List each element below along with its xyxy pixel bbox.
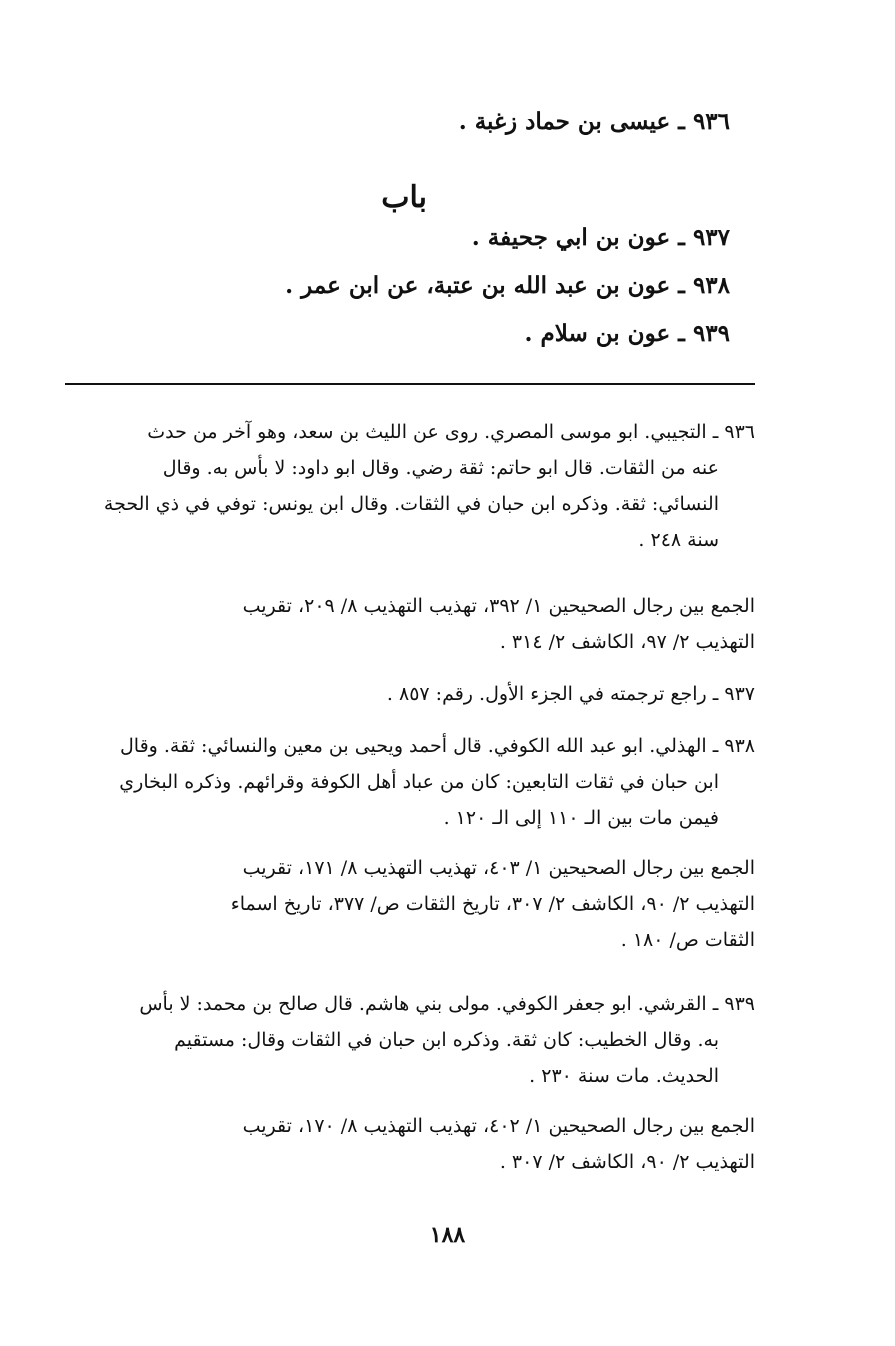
entry-936: ٩٣٦ ـ عيسى بن حماد زغبة . <box>458 108 730 135</box>
footnote-936 <box>65 414 755 558</box>
entry-938: ٩٣٨ ـ عون بن عبد الله بن عتبة، عن ابن عمر . <box>285 272 730 299</box>
footnote-line: الهذلي. ابو عبد الله الكوفي. قال أحمد ويحيى بن معين والنسائي: ثقة. وقال <box>120 735 707 757</box>
footnote-line: التجيبي. ابو موسى المصري. روى عن الليث بن سعد، وهو آخر من حدث <box>147 421 707 443</box>
footnote-line: به. وقال الخطيب: كان ثقة. وذكره ابن حبان في الثقات وقال: مستقيم <box>174 1029 719 1051</box>
reference-line: الثقات ص/ ١٨٠ . <box>620 929 755 951</box>
footnote-line: سنة ٢٤٨ . <box>638 529 719 551</box>
reference-line: التهذيب ٢/ ٩٧، الكاشف ٢/ ٣١٤ . <box>499 631 755 653</box>
entry-939: ٩٣٩ ـ عون بن سلام . <box>524 320 730 347</box>
footnote-number: ٩٣٧ ـ <box>712 683 755 705</box>
footnote-936-references <box>101 588 755 660</box>
reference-line: الجمع بين رجال الصحيحين ١/ ٤٠٢، تهذيب التهذيب ٨/ ١٧٠، تقريب <box>242 1115 755 1137</box>
footnote-939-references <box>101 1108 755 1180</box>
reference-line: التهذيب ٢/ ٩٠، الكاشف ٢/ ٣٠٧، تاريخ الثقات ص/ ٣٧٧، تاريخ اسماء <box>230 893 755 915</box>
footnote-line: القرشي. ابو جعفر الكوفي. مولى بني هاشم. قال صالح بن محمد: لا بأس <box>139 993 707 1015</box>
footnote-line: عنه من الثقات. قال ابو حاتم: ثقة رضي. وقال ابو داود: لا بأس به. وقال <box>162 457 719 479</box>
footnote-divider <box>65 383 755 385</box>
footnote-number: ٩٣٩ ـ <box>712 993 755 1015</box>
reference-line: الجمع بين رجال الصحيحين ١/ ٣٩٢، تهذيب التهذيب ٨/ ٢٠٩، تقريب <box>242 595 755 617</box>
footnote-937 <box>65 676 755 712</box>
footnote-938-references <box>101 850 755 958</box>
entry-937: ٩٣٧ ـ عون بن ابي جحيفة . <box>471 224 730 251</box>
section-heading: باب <box>381 180 427 215</box>
page-number: ١٨٨ <box>429 1222 466 1248</box>
footnote-line: النسائي: ثقة. وذكره ابن حبان في الثقات. وقال ابن يونس: توفي في ذي الحجة <box>103 493 719 515</box>
reference-line: الجمع بين رجال الصحيحين ١/ ٤٠٣، تهذيب التهذيب ٨/ ١٧١، تقريب <box>242 857 755 879</box>
footnote-number: ٩٣٦ ـ <box>712 421 755 443</box>
footnote-939 <box>65 986 755 1094</box>
reference-line: التهذيب ٢/ ٩٠، الكاشف ٢/ ٣٠٧ . <box>499 1151 755 1173</box>
footnote-938 <box>65 728 755 836</box>
footnote-line: فيمن مات بين الـ ١١٠ إلى الـ ١٢٠ . <box>443 807 719 829</box>
footnote-line: راجع ترجمته في الجزء الأول. رقم: ٨٥٧ . <box>386 683 707 705</box>
footnote-number: ٩٣٨ ـ <box>712 735 755 757</box>
footnote-line: ابن حبان في ثقات التابعين: كان من عباد أهل الكوفة وقرائهم. وذكره البخاري <box>119 771 719 793</box>
footnote-line: الحديث. مات سنة ٢٣٠ . <box>529 1065 719 1087</box>
